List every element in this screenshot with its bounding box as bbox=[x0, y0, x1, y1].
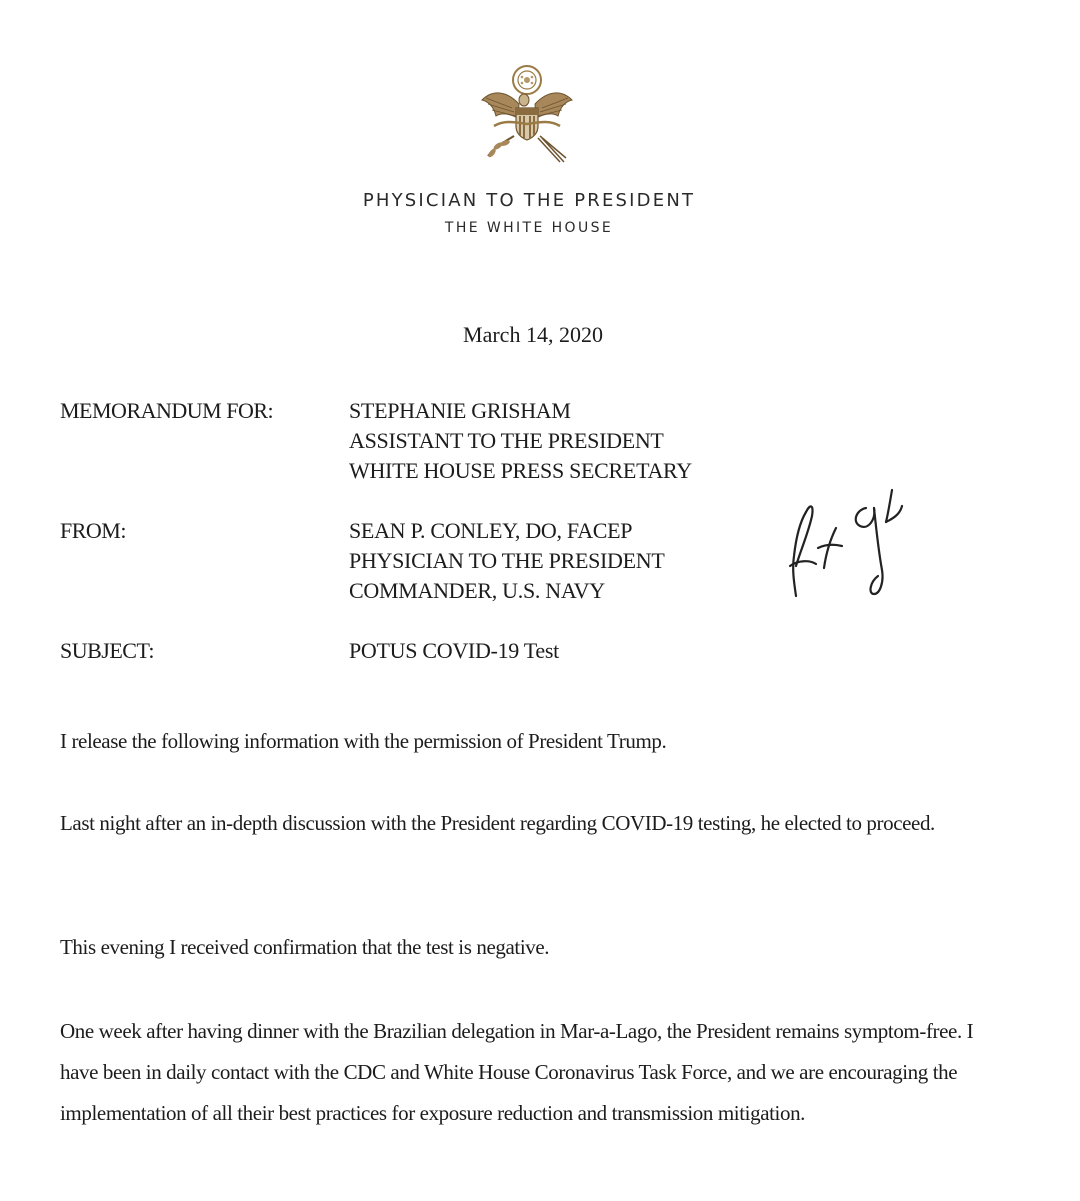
memo-from-label: FROM: bbox=[60, 518, 126, 543]
memo-date: March 14, 2020 bbox=[463, 322, 603, 347]
body-paragraph-1: I release the following information with the permission of President Trump. bbox=[60, 729, 667, 753]
body-paragraph-3: This evening I received confirmation that the test is negative. bbox=[60, 935, 550, 959]
recipient-name: STEPHANIE GRISHAM bbox=[349, 398, 571, 423]
sender-title: PHYSICIAN TO THE PRESIDENT bbox=[349, 548, 665, 573]
letterhead-subtitle: THE WHITE HOUSE bbox=[444, 220, 614, 236]
memo-subject bbox=[349, 636, 559, 666]
recipient-title: ASSISTANT TO THE PRESIDENT bbox=[349, 428, 664, 453]
subject-text: POTUS COVID-19 Test bbox=[349, 638, 559, 663]
memo-from-sender bbox=[349, 516, 665, 606]
presidential-seal-icon bbox=[474, 60, 580, 166]
memo-for-recipient bbox=[349, 396, 692, 486]
handwritten-signature bbox=[782, 478, 914, 600]
body-paragraph-4: One week after having dinner with the Brazilian delegation in Mar-a-Lago, the President remains symptom-free. I have been in daily contact with the CDC and White House Coronavirus Task Force, and we are encouraging the implementation of all their best practices for exposure reduction and transmission mitigation. bbox=[60, 1019, 974, 1125]
body-paragraph-2: Last night after an in-depth discussion with the President regarding COVID-19 testing, he elected to proceed. bbox=[60, 811, 935, 835]
memo-for-label: MEMORANDUM FOR: bbox=[60, 398, 274, 423]
recipient-office: WHITE HOUSE PRESS SECRETARY bbox=[349, 458, 692, 483]
sender-name: SEAN P. CONLEY, DO, FACEP bbox=[349, 518, 633, 543]
sender-rank: COMMANDER, U.S. NAVY bbox=[349, 578, 605, 603]
memo-subject-label: SUBJECT: bbox=[60, 638, 154, 663]
letterhead-title: PHYSICIAN TO THE PRESIDENT bbox=[362, 190, 696, 211]
